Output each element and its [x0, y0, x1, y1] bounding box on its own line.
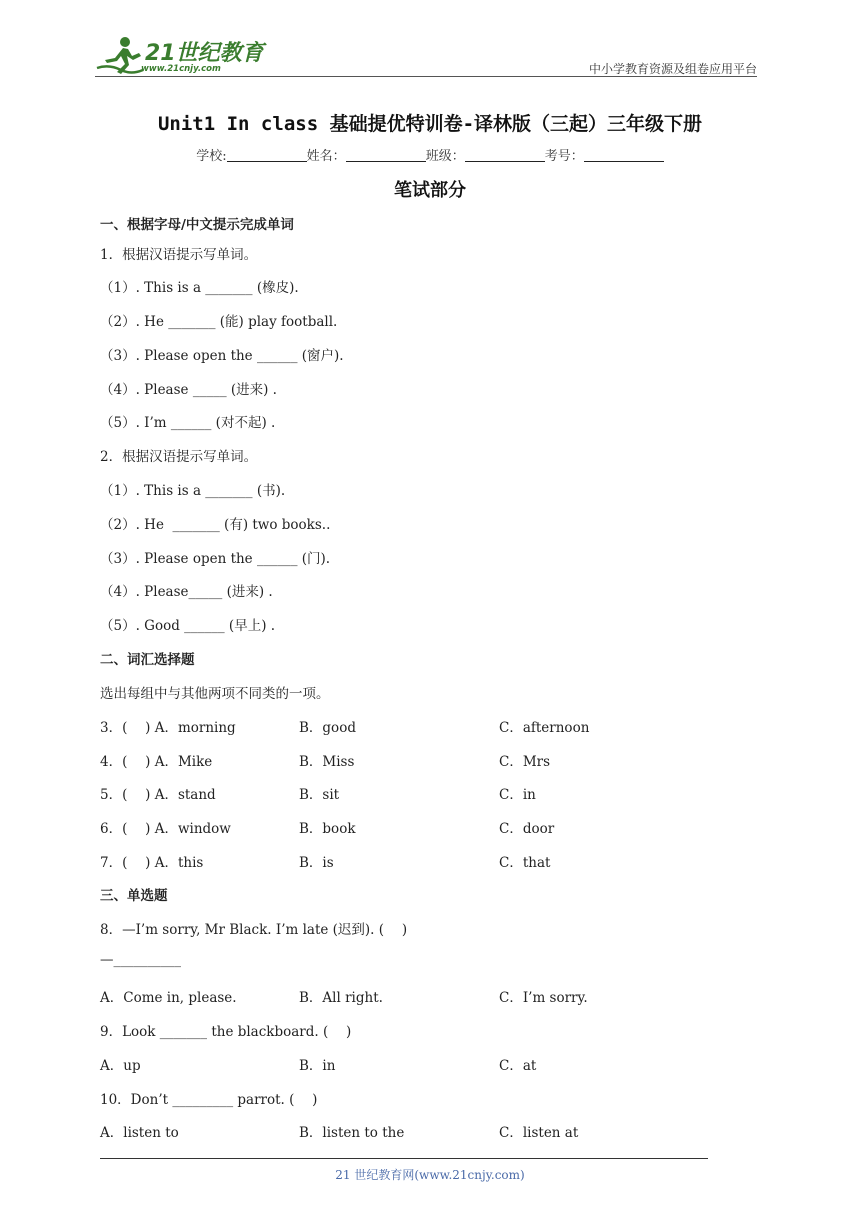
name-label: 姓名：	[306, 149, 346, 164]
choice-question: 3．( ) A．morning	[100, 720, 236, 736]
q1-item: （2）. He _______ (能) play football.	[100, 314, 338, 330]
part-heading: 笔试部分	[394, 180, 466, 201]
logo-text: 21世纪教育	[145, 41, 264, 66]
logo	[95, 34, 270, 76]
choice-question: 5．( ) A．stand	[100, 787, 216, 803]
q8-stem: 8．—I’m sorry, Mr Black. I’m late (迟到). ( )	[100, 922, 408, 938]
q1-item: （5）. I’m ______ (对不起) .	[100, 415, 276, 431]
option-b: B．All right.	[299, 990, 383, 1006]
section3-heading: 三、单选题	[100, 888, 168, 904]
exam-no-label: 考号：	[544, 149, 584, 164]
q1-item: （3）. Please open the ______ (窗户).	[100, 348, 344, 364]
option-b: B．Miss	[299, 754, 355, 770]
section2-heading: 二、词汇选择题	[100, 652, 195, 668]
q1-item: （1）. This is a _______ (橡皮).	[100, 280, 299, 296]
header-divider	[95, 76, 757, 77]
runner-logo-icon	[95, 34, 145, 76]
q2-item: （3）. Please open the ______ (门).	[100, 551, 331, 567]
option-c: C．I’m sorry.	[499, 990, 588, 1006]
option-b: B．book	[299, 821, 356, 837]
school-label: 学校:	[196, 149, 227, 164]
q9-stem: 9．Look _______ the blackboard. ( )	[100, 1024, 352, 1040]
option-c: C．at	[499, 1058, 537, 1074]
q2-item: （2）. He _______ (有) two books..	[100, 517, 331, 533]
q10-stem: 10．Don’t _________ parrot. ( )	[100, 1092, 318, 1108]
option-a: A．Come in, please.	[100, 990, 237, 1006]
footer-link[interactable]: 21 世纪教育网(www.21cnjy.com)	[335, 1168, 525, 1182]
q2-stem: 2．根据汉语提示写单词。	[100, 449, 258, 465]
page-header	[95, 32, 757, 78]
option-a: A．listen to	[100, 1125, 179, 1141]
option-a: A．up	[100, 1058, 141, 1074]
option-c: C．that	[499, 855, 551, 871]
student-info	[0, 145, 860, 164]
option-c: C．door	[499, 821, 555, 837]
q2-item: （5）. Good ______ (早上) .	[100, 618, 276, 634]
q1-stem: 1．根据汉语提示写单词。	[100, 247, 258, 263]
section2-instruction: 选出每组中与其他两项不同类的一项。	[100, 686, 330, 702]
option-b: B．is	[299, 855, 334, 871]
choice-question: 4．( ) A．Mike	[100, 754, 213, 770]
class-blank	[465, 147, 545, 162]
name-blank	[346, 147, 426, 162]
option-c: C．listen at	[499, 1125, 579, 1141]
school-blank	[227, 147, 307, 162]
option-b: B．sit	[299, 787, 340, 803]
q2-item: （4）. Please_____ (进来) .	[100, 584, 273, 600]
platform-name: 中小学教育资源及组卷应用平台	[588, 62, 757, 76]
option-c: C．in	[499, 787, 536, 803]
option-b: B．listen to the	[299, 1125, 405, 1141]
class-label: 班级：	[425, 149, 465, 164]
q1-item: （4）. Please _____ (进来) .	[100, 382, 277, 398]
option-c: C．Mrs	[499, 754, 551, 770]
choice-question: 6．( ) A．window	[100, 821, 231, 837]
logo-url: www.21cnjy.com	[141, 64, 221, 74]
section1-heading: 一、根据字母/中文提示完成单词	[100, 217, 294, 233]
q8-answer-line: —__________	[100, 952, 181, 968]
page-title: Unit1 In class 基础提优特训卷-译林版（三起）三年级下册	[157, 113, 703, 135]
option-c: C．afternoon	[499, 720, 590, 736]
exam-no-blank	[584, 147, 664, 162]
q2-item: （1）. This is a _______ (书).	[100, 483, 286, 499]
option-b: B．good	[299, 720, 356, 736]
choice-question: 7．( ) A．this	[100, 855, 204, 871]
option-b: B．in	[299, 1058, 336, 1074]
footer-divider	[100, 1158, 708, 1159]
